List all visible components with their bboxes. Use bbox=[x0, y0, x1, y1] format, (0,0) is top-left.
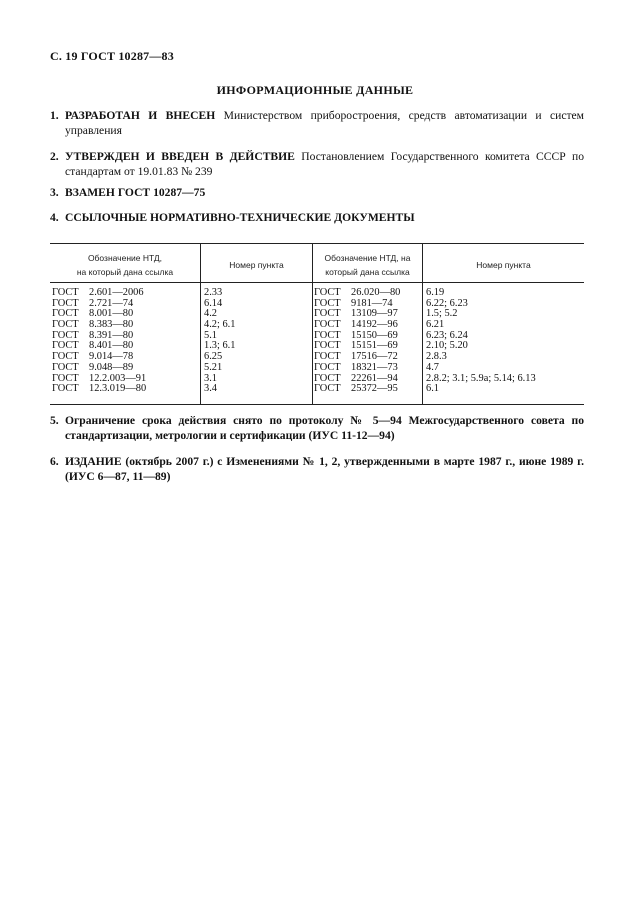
gost-prefix: ГОСТ bbox=[52, 351, 79, 363]
item-number: 3. bbox=[50, 186, 59, 199]
item-5 bbox=[50, 414, 584, 443]
ntd-designation: 9.048—89 bbox=[89, 361, 134, 373]
gost-prefix: ГОСТ bbox=[52, 308, 79, 320]
item-3 bbox=[50, 186, 584, 201]
header-clause-2: Номер пункта bbox=[476, 260, 531, 270]
gost-prefix: ГОСТ bbox=[314, 372, 341, 384]
gost-prefix: ГОСТ bbox=[314, 383, 341, 395]
gost-prefix: ГОСТ bbox=[52, 340, 79, 352]
item-number: 5. bbox=[50, 414, 59, 427]
ntd-designation: 14192—96 bbox=[351, 319, 398, 331]
right-clause-cell: 6.1 bbox=[426, 383, 439, 395]
ntd-designation: 2.601—2006 bbox=[89, 287, 144, 298]
gost-prefix: ГОСТ bbox=[52, 287, 79, 298]
page-header: С. 19 ГОСТ 10287—83 bbox=[50, 49, 174, 63]
gost-prefix: ГОСТ bbox=[52, 297, 79, 309]
header-clause: Номер пункта bbox=[229, 260, 284, 270]
item-heading: ВЗАМЕН ГОСТ 10287—75 bbox=[65, 186, 206, 199]
document-title: ИНФОРМАЦИОННЫЕ ДАННЫЕ bbox=[216, 83, 414, 97]
ntd-designation: 15150—69 bbox=[351, 329, 398, 341]
gost-prefix: ГОСТ bbox=[314, 361, 341, 373]
right-clause-cell: 6.23; 6.24 bbox=[426, 329, 468, 341]
item-number: 6. bbox=[50, 455, 59, 468]
ntd-designation: 8.001—80 bbox=[89, 308, 134, 320]
right-clause-cell: 6.22; 6.23 bbox=[426, 297, 468, 309]
ntd-designation: 2.721—74 bbox=[89, 297, 134, 309]
item-text: Министерством приборостроения, средств автоматизации и систем управления bbox=[65, 109, 585, 137]
ntd-designation: 22261—94 bbox=[351, 372, 398, 384]
left-clause-cell: 3.4 bbox=[204, 383, 217, 395]
right-ntd-row bbox=[314, 384, 400, 395]
left-clause-cell: 5.1 bbox=[204, 329, 217, 341]
right-clause-cell: 4.7 bbox=[426, 361, 439, 373]
item-heading: ССЫЛОЧНЫЕ НОРМАТИВНО-ТЕХНИЧЕСКИЕ ДОКУМЕНТЫ bbox=[65, 211, 415, 224]
item-text: (октябрь 2007 г.) с Изменениями № 1, 2, утвержденными в марте 1987 г., июне 1989 г. (ИУС 6—87, 11—89) bbox=[65, 455, 584, 483]
gost-prefix: ГОСТ bbox=[314, 319, 341, 331]
header-ntd: Обозначение НТД, на который дана ссылка bbox=[76, 253, 174, 277]
ntd-designation: 15151—69 bbox=[351, 340, 398, 352]
ntd-designation: 8.383—80 bbox=[89, 319, 134, 331]
ntd-designation: 13109—97 bbox=[351, 308, 398, 320]
ntd-designation: 12.3.019—80 bbox=[89, 383, 147, 395]
ntd-designation: 18321—73 bbox=[351, 361, 398, 373]
left-clause-column bbox=[204, 288, 235, 395]
ntd-designation: 9181—74 bbox=[351, 297, 393, 309]
left-clause-cell: 5.21 bbox=[204, 361, 223, 373]
gost-prefix: ГОСТ bbox=[314, 287, 341, 298]
right-clause-cell: 2.8.2; 3.1; 5.9а; 5.14; 6.13 bbox=[426, 372, 536, 384]
ntd-designation: 8.391—80 bbox=[89, 329, 134, 341]
gost-prefix: ГОСТ bbox=[52, 329, 79, 341]
gost-prefix: ГОСТ bbox=[52, 383, 79, 395]
right-clause-cell: 6.21 bbox=[426, 319, 445, 331]
left-ntd-row bbox=[52, 384, 146, 395]
item-6 bbox=[50, 455, 584, 484]
ntd-designation: 12.2.003—91 bbox=[89, 372, 147, 384]
gost-prefix: ГОСТ bbox=[52, 361, 79, 373]
item-2 bbox=[50, 150, 584, 179]
item-number: 1. bbox=[50, 109, 59, 122]
gost-prefix: ГОСТ bbox=[314, 329, 341, 341]
ntd-designation: 26.020—80 bbox=[351, 287, 401, 298]
right-clause-column bbox=[426, 288, 536, 395]
item-4 bbox=[50, 211, 584, 226]
item-heading: УТВЕРЖДЕН И ВВЕДЕН В ДЕЙСТВИЕ bbox=[65, 150, 295, 163]
left-clause-cell: 1.3; 6.1 bbox=[204, 340, 236, 352]
right-clause-cell: 2.8.3 bbox=[426, 351, 447, 363]
item-1 bbox=[50, 109, 584, 138]
ntd-designation: 17516—72 bbox=[351, 351, 398, 363]
item-heading: РАЗРАБОТАН И ВНЕСЕН bbox=[65, 109, 216, 122]
gost-prefix: ГОСТ bbox=[314, 351, 341, 363]
gost-prefix: ГОСТ bbox=[52, 372, 79, 384]
gost-prefix: ГОСТ bbox=[52, 319, 79, 331]
left-clause-cell: 3.1 bbox=[204, 372, 217, 384]
gost-prefix: ГОСТ bbox=[314, 297, 341, 309]
right-clause-cell: 2.10; 5.20 bbox=[426, 340, 468, 352]
item-number: 2. bbox=[50, 150, 59, 163]
left-clause-cell: 4.2; 6.1 bbox=[204, 319, 236, 331]
gost-prefix: ГОСТ bbox=[314, 340, 341, 352]
left-clause-cell: 6.25 bbox=[204, 351, 223, 363]
header-ntd-2: Обозначение НТД, на который дана ссылка bbox=[324, 253, 411, 277]
gost-prefix: ГОСТ bbox=[314, 308, 341, 320]
left-clause-cell: 2.33 bbox=[204, 287, 223, 298]
reference-documents-table bbox=[50, 243, 584, 405]
left-ntd-column bbox=[52, 288, 146, 395]
right-ntd-column bbox=[314, 288, 400, 395]
right-clause-cell: 1.5; 5.2 bbox=[426, 308, 458, 320]
ntd-designation: 8.401—80 bbox=[89, 340, 134, 352]
right-clause-cell: 6.19 bbox=[426, 287, 445, 298]
ntd-designation: 25372—95 bbox=[351, 383, 398, 395]
item-number: 4. bbox=[50, 211, 59, 224]
left-clause-cell: 4.2 bbox=[204, 308, 217, 320]
ntd-designation: 9.014—78 bbox=[89, 351, 134, 363]
left-clause-cell: 6.14 bbox=[204, 297, 223, 309]
item-heading: ИЗДАНИЕ bbox=[65, 455, 122, 468]
item-text: Ограничение срока действия снято по протоколу № 5—94 Межгосударственного совета по стандартизации, метрологии и сертификации (ИУС 11-12—94) bbox=[65, 414, 584, 442]
item-text: Постановлением Государственного комитета СССР по стандартам от 19.01.83 № 239 bbox=[65, 150, 584, 178]
